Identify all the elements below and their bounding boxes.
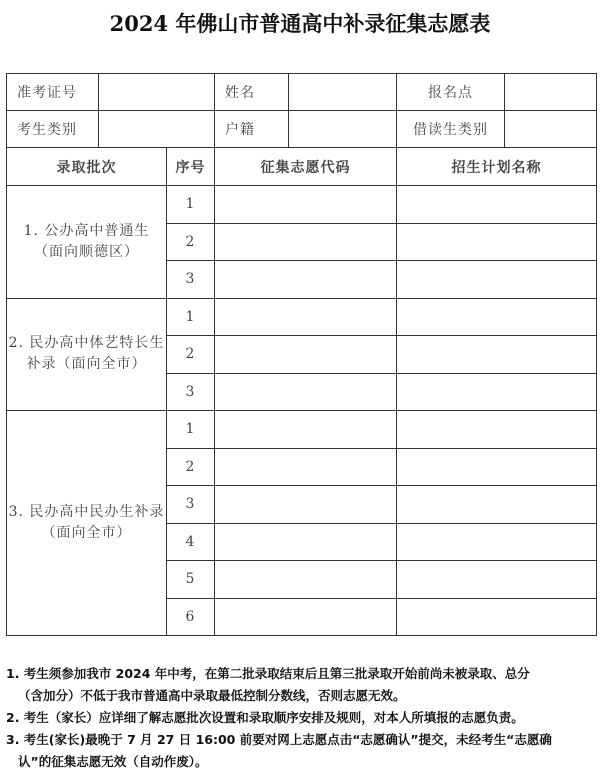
note-2: 2. 考生（家长）应详细了解志愿批次设置和录取顺序安排及规则，对本人所填报的志愿负责。 xyxy=(6,710,524,725)
exam-no-label: 准考证号 xyxy=(7,74,99,111)
code-field[interactable] xyxy=(215,186,397,224)
page-title: 2024 年佛山市普通高中补录征集志愿表 xyxy=(109,11,491,36)
code-field[interactable] xyxy=(215,373,397,411)
plan-field[interactable] xyxy=(397,411,597,449)
code-field[interactable] xyxy=(215,448,397,486)
batch-cell-public xyxy=(7,186,167,299)
seq-cell: 2 xyxy=(167,336,215,374)
batch-scope: 补录（面向全市） xyxy=(26,356,147,373)
table-row xyxy=(7,298,597,336)
site-label: 报名点 xyxy=(397,74,505,111)
exam-no-field[interactable] xyxy=(99,74,215,111)
seq-cell: 5 xyxy=(167,561,215,599)
plan-field[interactable] xyxy=(397,336,597,374)
code-field[interactable] xyxy=(215,598,397,636)
note-1-line-1: 1. 考生须参加我市 2024 年中考，在第二批录取结束后且第三批录取开始前尚未被录取、总分 xyxy=(6,666,530,681)
note-3-line-2: 认”的征集志愿无效（自动作废）。 xyxy=(18,754,208,769)
code-field[interactable] xyxy=(215,298,397,336)
name-field[interactable] xyxy=(289,74,397,111)
plan-field[interactable] xyxy=(397,261,597,299)
plan-header: 招生计划名称 xyxy=(397,148,597,186)
plan-field[interactable] xyxy=(397,561,597,599)
header-row xyxy=(7,148,597,186)
code-field[interactable] xyxy=(215,261,397,299)
plan-field[interactable] xyxy=(397,523,597,561)
table-row xyxy=(7,411,597,449)
code-field[interactable] xyxy=(215,223,397,261)
code-field[interactable] xyxy=(215,486,397,524)
seq-cell: 4 xyxy=(167,523,215,561)
household-field[interactable] xyxy=(289,111,397,148)
code-field[interactable] xyxy=(215,336,397,374)
plan-field[interactable] xyxy=(397,598,597,636)
note-1-line-2: （含加分）不低于我市普通高中录取最低控制分数线，否则志愿无效。 xyxy=(18,688,406,703)
category-label: 考生类别 xyxy=(7,111,99,148)
code-field[interactable] xyxy=(215,523,397,561)
plan-field[interactable] xyxy=(397,223,597,261)
seq-cell: 3 xyxy=(167,373,215,411)
plan-field[interactable] xyxy=(397,373,597,411)
info-row-2 xyxy=(7,111,597,148)
batch-name: 2. 民办高中体艺特长生 xyxy=(8,335,165,352)
code-field[interactable] xyxy=(215,411,397,449)
seq-cell: 6 xyxy=(167,598,215,636)
boarding-label: 借读生类别 xyxy=(397,111,505,148)
batch-name: 1. 公办高中普通生 xyxy=(23,222,150,239)
notes-section xyxy=(6,663,596,773)
category-field[interactable] xyxy=(99,111,215,148)
code-field[interactable] xyxy=(215,561,397,599)
seq-cell: 1 xyxy=(167,298,215,336)
batch-header: 录取批次 xyxy=(7,148,167,186)
seq-cell: 2 xyxy=(167,223,215,261)
info-row-1 xyxy=(7,74,597,111)
name-label: 姓名 xyxy=(215,74,289,111)
code-header: 征集志愿代码 xyxy=(215,148,397,186)
table-row xyxy=(7,186,597,224)
plan-field[interactable] xyxy=(397,486,597,524)
batch-cell-private xyxy=(7,411,167,636)
boarding-field[interactable] xyxy=(505,111,597,148)
batch-cell-arts xyxy=(7,298,167,411)
batch-name: 3. 民办高中民办生补录 xyxy=(8,504,165,520)
plan-field[interactable] xyxy=(397,448,597,486)
note-3-line-1: 3. 考生(家长)最晚于 7 月 27 日 16:00 前要对网上志愿点击“志愿确认”提交，未经考生“志愿确 xyxy=(6,732,552,747)
plan-field[interactable] xyxy=(397,186,597,224)
seq-cell: 1 xyxy=(167,186,215,224)
seq-cell: 3 xyxy=(167,486,215,524)
seq-cell: 3 xyxy=(167,261,215,299)
plan-field[interactable] xyxy=(397,298,597,336)
application-form-table xyxy=(6,73,597,636)
site-field[interactable] xyxy=(505,74,597,111)
seq-header: 序号 xyxy=(167,148,215,186)
household-label: 户籍 xyxy=(215,111,289,148)
seq-cell: 1 xyxy=(167,411,215,449)
seq-cell: 2 xyxy=(167,448,215,486)
batch-scope: （面向全市） xyxy=(41,525,132,541)
batch-scope: （面向顺德区） xyxy=(34,243,139,260)
